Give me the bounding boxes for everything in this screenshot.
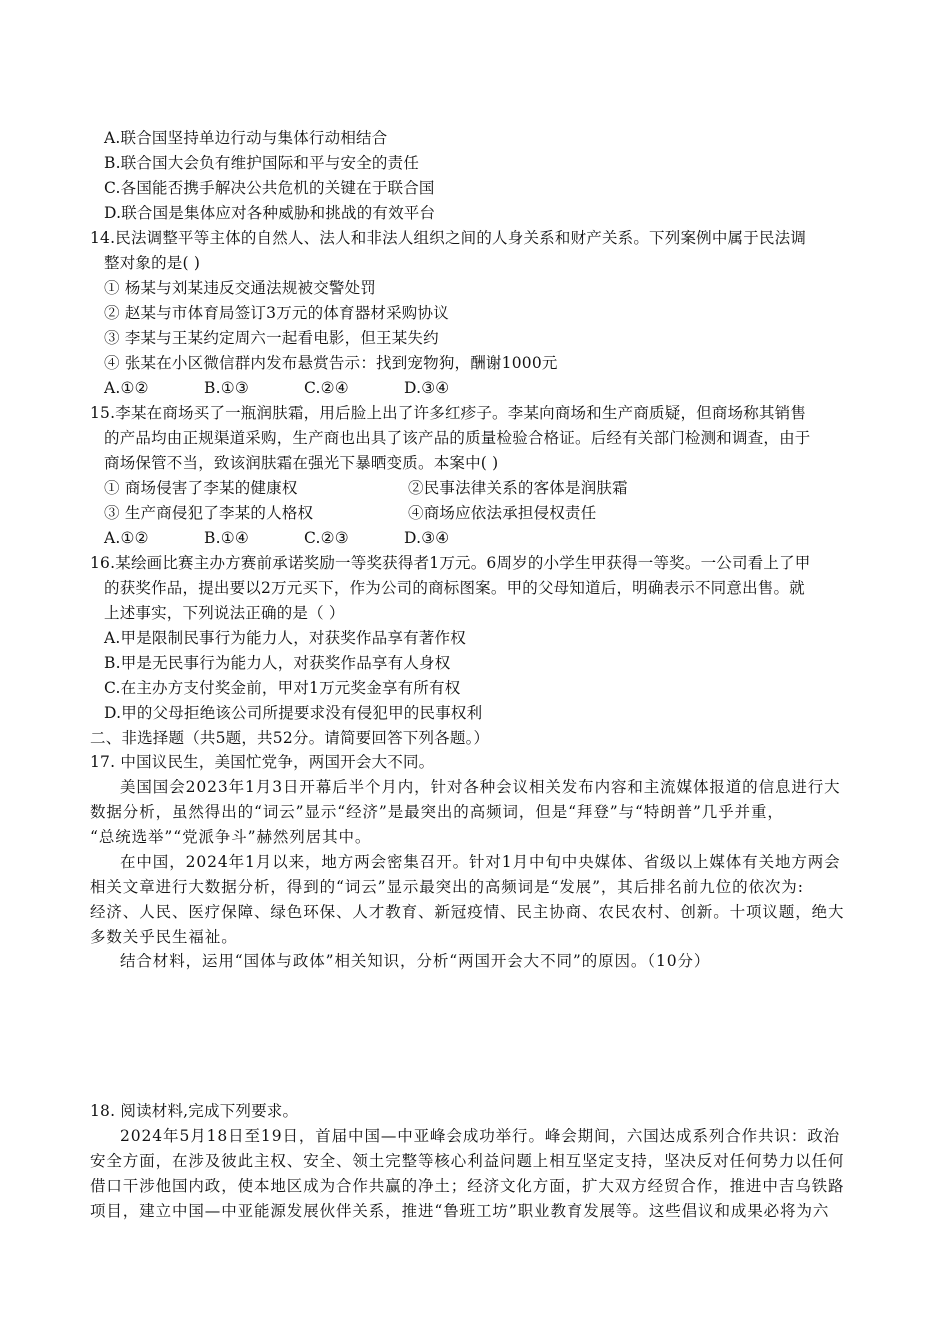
q18-p1-line3: 借口干涉他国内政，使本地区成为合作共赢的净土；经济文化方面，扩大双方经贸合作，推进中吉乌铁路 [90, 1177, 845, 1195]
q16-option-a: A.甲是限制民事行为能力人，对获奖作品享有著作权 [104, 629, 466, 647]
q14-choice-a[interactable]: A.①② [104, 379, 149, 397]
q14-choice-c[interactable]: C.②④ [304, 379, 349, 397]
q13-option-d: D.联合国是集体应对各种威胁和挑战的有效平台 [104, 204, 436, 222]
q14-choices [104, 378, 504, 398]
q17-p1-line2: 数据分析，虽然得出的“词云”显示“经济”是最突出的高频词，但是“拜登”与“特朗普”几乎并重， [90, 803, 784, 821]
q14-choice-b[interactable]: B.①③ [204, 379, 249, 397]
q17-p2-line2: 相关文章进行大数据分析，得到的“词云”显示最突出的高频词是“发展”，其后排名前九位的依次为: [90, 878, 804, 896]
section-heading: 二、非选择题（共5题，共52分。请简要回答下列各题。） [90, 729, 490, 747]
q18-p1-line4: 项目，建立中国—中亚能源发展伙伴关系，推进“鲁班工坊”职业教育发展等。这些倡议和成果必将为六 [90, 1202, 830, 1220]
q13-option-b: B.联合国大会负有维护国际和平与安全的责任 [104, 154, 420, 172]
q17-p1-line3: “总统选举”“党派争斗”赫然列居其中。 [90, 828, 372, 846]
q16-stem-line2: 的获奖作品，提出要以2万元买下，作为公司的商标图案。甲的父母知道后，明确表示不同意出售。就 [104, 579, 805, 597]
q17-p2-line3: 经济、人民、医疗保障、绿色环保、人才教育、新冠疫情、民主协商、农民农村、创新。十项议题，绝大 [90, 903, 845, 921]
q15-stem-line2: 的产品均由正规渠道采购，生产商也出具了该产品的质量检验合格证。后经有关部门检测和调查，由于 [104, 429, 811, 447]
q15-stem-line1: 15.李某在商场买了一瓶润肤霜，用后脸上出了许多红疹子。李某向商场和生产商质疑，但商场称其销售 [90, 404, 807, 422]
q14-item-2: ② 赵某与市体育局签订3万元的体育器材采购协议 [104, 304, 449, 322]
q16-option-b: B.甲是无民事行为能力人，对获奖作品享有人身权 [104, 654, 451, 672]
q15-item-1: ① 商场侵害了李某的健康权 [104, 479, 298, 497]
q14-choice-d[interactable]: D.③④ [404, 379, 450, 397]
q17-title: 17. 中国议民生，美国忙党争，两国开会大不同。 [90, 753, 435, 771]
q14-stem-line2: 整对象的是( ) [104, 254, 201, 272]
q15-item-4: ④商场应依法承担侵权责任 [408, 504, 597, 522]
q15-item-3: ③ 生产商侵犯了李某的人格权 [104, 504, 314, 522]
q18-p1-line1: 2024年5月18日至19日，首届中国—中亚峰会成功举行。峰会期间，六国达成系列合作共识：政治 [120, 1127, 841, 1145]
q16-option-c: C.在主办方支付奖金前，甲对1万元奖金享有所有权 [104, 679, 461, 697]
q15-choice-b[interactable]: B.①④ [204, 529, 249, 547]
q15-choices [104, 528, 504, 548]
q13-option-c: C.各国能否携手解决公共危机的关键在于联合国 [104, 179, 435, 197]
q13-option-a: A.联合国坚持单边行动与集体行动相结合 [104, 129, 388, 147]
q18-p1-line2: 安全方面，在涉及彼此主权、安全、领土完整等核心利益问题上相互坚定支持，坚决反对任何势力以任何 [90, 1152, 845, 1170]
q14-item-4: ④ 张某在小区微信群内发布悬赏告示：找到宠物狗，酬谢1000元 [104, 354, 558, 372]
q14-item-1: ① 杨某与刘某违反交通法规被交警处罚 [104, 279, 377, 297]
q14-item-3: ③ 李某与王某约定周六一起看电影，但王某失约 [104, 329, 439, 347]
q17-p2-line1: 在中国，2024年1月以来，地方两会密集召开。针对1月中旬中央媒体、省级以上媒体有关地方两会 [120, 853, 841, 871]
q17-p2-line4: 多数关乎民生福祉。 [90, 928, 238, 946]
q15-stem-line3: 商场保管不当，致该润肤霜在强光下暴晒变质。本案中( ) [104, 454, 499, 472]
q18-title: 18. 阅读材料,完成下列要求。 [90, 1102, 299, 1120]
q16-stem-line1: 16.某绘画比赛主办方赛前承诺奖励一等奖获得者1万元。6周岁的小学生甲获得一等奖。一公司看上了甲 [90, 554, 811, 572]
q16-option-d: D.甲的父母拒绝该公司所提要求没有侵犯甲的民事权利 [104, 704, 483, 722]
q17-task: 结合材料，运用“国体与政体”相关知识，分析“两国开会大不同”的原因。（10分） [120, 952, 711, 970]
q17-p1-line1: 美国国会2023年1月3日开幕后半个月内，针对各种会议相关发布内容和主流媒体报道的信息进行大 [120, 778, 841, 796]
q16-stem-line3: 上述事实，下列说法正确的是（ ） [104, 604, 345, 622]
q15-choice-c[interactable]: C.②③ [304, 529, 349, 547]
q15-item-2: ②民事法律关系的客体是润肤霜 [408, 479, 628, 497]
q14-stem-line1: 14.民法调整平等主体的自然人、法人和非法人组织之间的人身关系和财产关系。下列案例中属于民法调 [90, 229, 807, 247]
q15-choice-a[interactable]: A.①② [104, 529, 149, 547]
q15-choice-d[interactable]: D.③④ [404, 529, 450, 547]
